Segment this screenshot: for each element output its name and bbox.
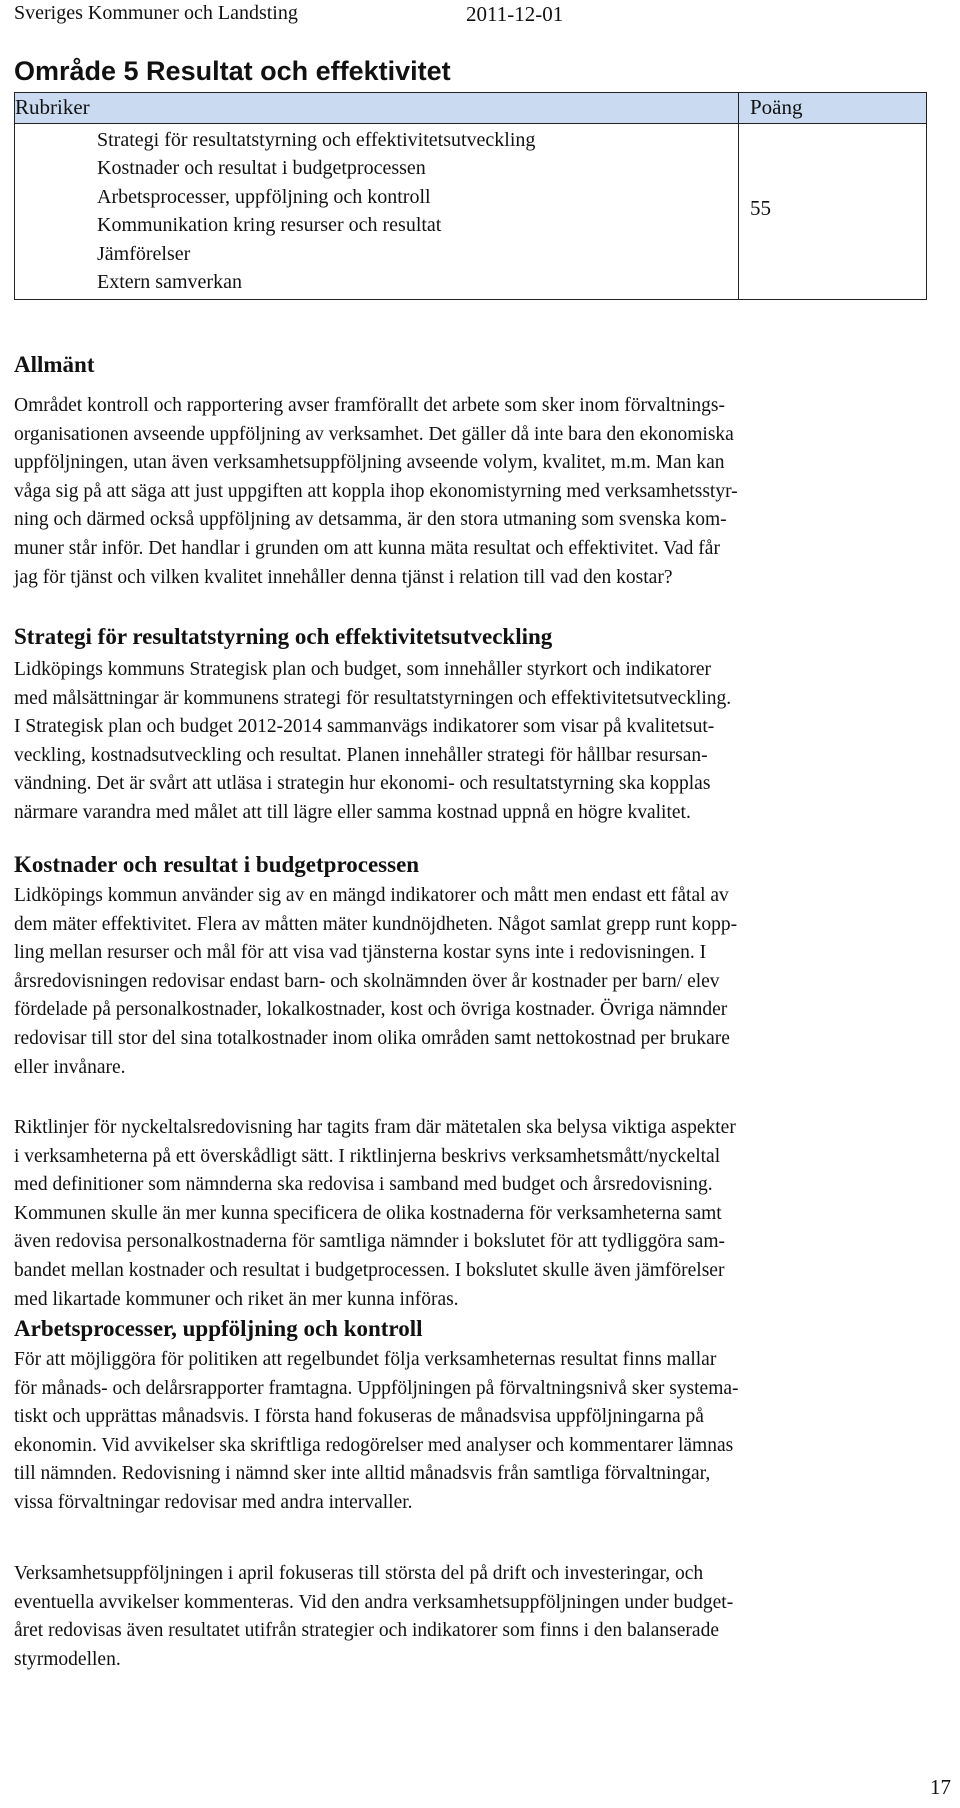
text-line: Verksamhetsuppföljningen i april fokuseras till största del på drift och investeringar, och [14, 1563, 704, 1584]
text-line: Lidköpings kommun använder sig av en mängd indikatorer och mått men endast ett fåtal av [14, 885, 729, 906]
text-line: med likartade kommuner och riket än mer kunna införas. [14, 1288, 459, 1310]
rubric-table-header [15, 93, 926, 124]
text-line: fördelade på personalkostnader, lokalkostnader, kost och övriga kostnader. Övriga nämnder [14, 999, 728, 1021]
rubric-item: Kostnader och resultat i budgetprocessen [97, 157, 426, 180]
text-line: årsredovisningen redovisar endast barn- och skolnämnden över år kostnader per barn/ elev [14, 970, 720, 992]
text-line: organisationen avseende uppföljning av verksamhet. Det gäller då inte bara den ekonomiska [14, 423, 734, 445]
text-line: För att möjliggöra för politiken att regelbundet följa verksamheternas resultat finns mallar [14, 1349, 717, 1370]
text-line: med målsättningar är kommunens strategi för resultatstyrningen och effektivitetsutveckling. [14, 687, 732, 709]
text-line: närmare varandra med målet att till lägre eller samma kostnad uppnå en högre kvalitet. [14, 801, 691, 823]
text-line: i verksamheterna på ett överskådligt sätt. I riktlinjerna beskrivs verksamhetsmått/nyckeltal [14, 1145, 721, 1167]
text-line: veckling, kostnadsutveckling och resultat. Planen innehåller strategi för hållbar resursan- [14, 744, 708, 766]
header-date: 2011-12-01 [466, 2, 564, 26]
text-line: eller invånare. [14, 1056, 126, 1078]
section-heading-strategi: Strategi för resultatstyrning och effektivitetsutveckling [14, 624, 553, 649]
text-line: året redovisas även resultatet utifrån strategier och indikatorer som finns i den balanserade [14, 1620, 719, 1642]
section-heading-arbetsprocesser: Arbetsprocesser, uppföljning och kontroll [14, 1316, 423, 1341]
header-organization: Sveriges Kommuner och Landsting [14, 2, 298, 24]
area-title: Område 5 Resultat och effektivitet [14, 56, 451, 86]
score-value: 55 [750, 196, 771, 220]
section-body-kostnader [14, 882, 949, 1082]
text-line: uppföljningen, utan även verksamhetsuppföljning avseende volym, kvalitet, m.m. Man kan [14, 452, 725, 474]
section-body-arbetsprocesser-2 [14, 1560, 949, 1674]
text-line: Området kontroll och rapportering avser framförallt det arbete som sker inom förvaltnings- [14, 395, 725, 416]
section-heading-kostnader: Kostnader och resultat i budgetprocessen [14, 852, 420, 877]
text-line: bandet mellan kostnader och resultat i budgetprocessen. I bokslutet skulle även jämförelser [14, 1259, 725, 1281]
section-body-strategi [14, 656, 949, 828]
text-line: våga sig på att säga att just uppgiften att koppla ihop ekonomistyrning med verksamhetsstyr- [14, 480, 738, 502]
text-line: muner står inför. Det handlar i grunden om att kunna mäta resultat och effektivitet. Vad får [14, 537, 720, 559]
text-line: vändning. Det är svårt att utläsa i strategin hur ekonomi- och resultatstyrning ska kopplas [14, 773, 711, 795]
rubric-item: Kommunikation kring resurser och resultat [97, 214, 442, 237]
text-line: jag för tjänst och vilken kvalitet innehåller denna tjänst i relation till vad den kostar? [14, 566, 673, 588]
text-line: eventuella avvikelser kommenteras. Vid den andra verksamhetsuppföljningen under budget- [14, 1591, 734, 1613]
rubric-item: Extern samverkan [97, 271, 242, 294]
text-line: dem mäter effektivitet. Flera av måtten mäter kundnöjdheten. Något samlat grepp runt kopp- [14, 913, 738, 935]
section-body-arbetsprocesser [14, 1346, 949, 1518]
table-divider [738, 93, 739, 299]
rubric-item: Strategi för resultatstyrning och effektivitetsutveckling [97, 129, 536, 151]
text-line: till nämnden. Redovisning i nämnd sker inte alltid månadsvis från samtliga förvaltningar, [14, 1463, 711, 1485]
text-line: vissa förvaltningar redovisar med andra intervaller. [14, 1491, 413, 1513]
section-body-allmant [14, 392, 949, 592]
rubric-item: Jämförelser [97, 242, 191, 265]
page-number: 17 [930, 1775, 951, 1799]
text-line: Kommunen skulle än mer kunna specificera de olika kostnaderna för verksamheterna samt [14, 1202, 722, 1224]
text-line: ning och därmed också uppföljning av detsamma, är den stora utmaning som svenska kom- [14, 509, 727, 531]
rubric-list [97, 126, 535, 296]
column-header-poang: Poäng [750, 95, 803, 119]
text-line: Lidköpings kommuns Strategisk plan och budget, som innehåller styrkort och indikatorer [14, 659, 712, 680]
text-line: med definitioner som nämnderna ska redovisa i samband med budget och årsredovisning. [14, 1174, 713, 1196]
section-heading-allmant: Allmänt [14, 352, 95, 377]
column-header-rubriker: Rubriker [15, 95, 90, 119]
text-line: för månads- och delårsrapporter framtagna. Uppföljningen på förvaltningsnivå sker systema- [14, 1377, 739, 1399]
text-line: även redovisa personalkostnaderna för samtliga nämnder i bokslutet för att tydliggöra sam- [14, 1231, 725, 1253]
page-header [14, 2, 946, 30]
rubric-table [14, 92, 927, 300]
text-line: styrmodellen. [14, 1648, 121, 1670]
text-line: Riktlinjer för nyckeltalsredovisning har tagits fram där mätetalen ska belysa viktiga aspekter [14, 1117, 736, 1138]
text-line: redovisar till stor del sina totalkostnader inom olika områden samt nettokostnad per brukare [14, 1027, 730, 1049]
text-line: I Strategisk plan och budget 2012-2014 sammanvägs indikatorer som visar på kvalitetsut- [14, 716, 715, 738]
rubric-item: Arbetsprocesser, uppföljning och kontroll [97, 185, 431, 208]
text-line: tiskt och upprättas månadsvis. I första hand fokuseras de månadsvisa uppföljningarna på [14, 1406, 704, 1428]
section-body-kostnader-2 [14, 1114, 949, 1314]
text-line: ekonomin. Vid avvikelser ska skriftliga redogörelser med analyser och kommentarer lämnas [14, 1434, 734, 1456]
text-line: ling mellan resurser och mål för att visa vad tjänsterna kostar syns inte i redovisningen. I [14, 942, 707, 964]
